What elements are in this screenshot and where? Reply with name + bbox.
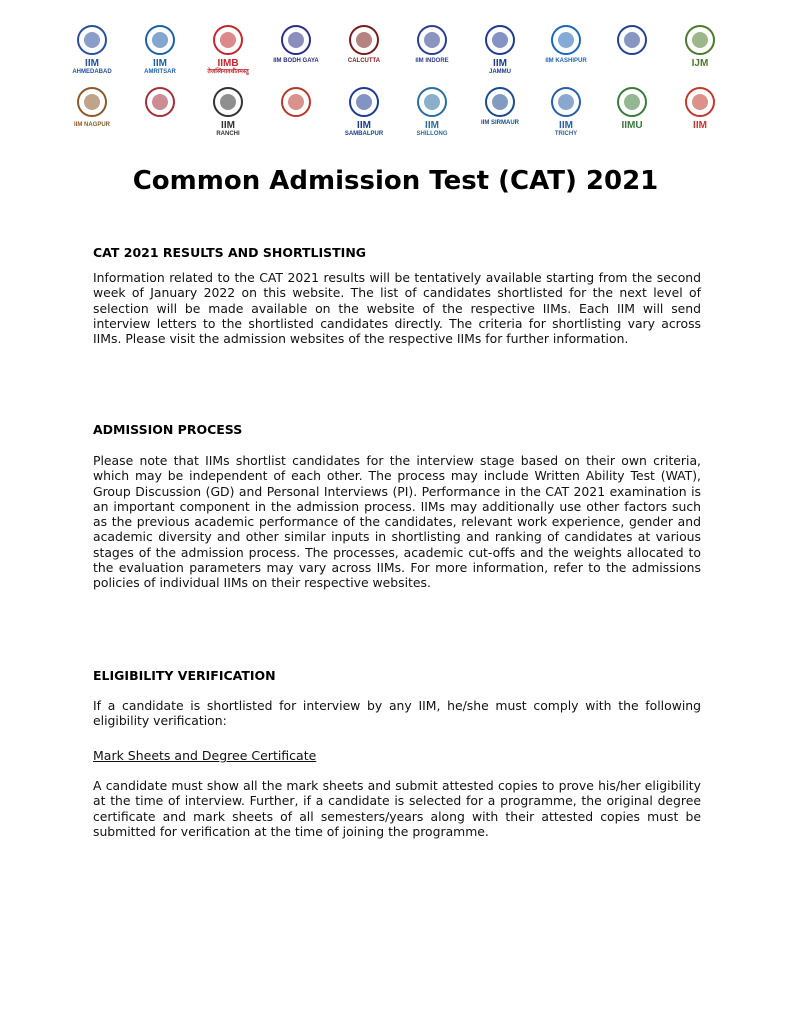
logo-label: IIM bbox=[357, 120, 371, 131]
iimb-logo bbox=[198, 24, 258, 76]
iim-jammu-logo bbox=[470, 24, 530, 76]
logo-caption: तेजस्विनावधीतमस्तु bbox=[207, 69, 249, 75]
results-paragraph: Information related to the CAT 2021 results will be tentatively available starting from the second week of January 2022 on this website. The list of candidates shortlisted for the next level of selection will be made available on the website of the respective IIMs. Each IIM will send interview letters to the shortlisted candidates directly. The criteria for shortlisting vary across IIMs. Please visit the admission websites of the respective IIMs for further information. bbox=[93, 270, 701, 347]
iim-sirmaur-logo-emblem-icon bbox=[480, 86, 520, 120]
logo-label: IJM bbox=[691, 58, 709, 69]
logo-label: IIM bbox=[493, 58, 507, 69]
iim-raipur-logo bbox=[130, 86, 190, 120]
logo-caption: IIM BODH GAYA bbox=[273, 58, 319, 64]
iim-shillong-logo bbox=[402, 86, 462, 138]
iim-rohtak-logo-emblem-icon bbox=[276, 86, 316, 120]
iim-kozhikode-logo-emblem-icon bbox=[612, 24, 652, 58]
logo-caption: AMRITSAR bbox=[144, 69, 176, 75]
iim-amritsar-logo bbox=[130, 24, 190, 76]
iim-trichy-logo-emblem-icon bbox=[546, 86, 586, 120]
iim-kashipur-logo-emblem-icon bbox=[546, 24, 586, 58]
iim-udaipur-logo-emblem-icon bbox=[612, 86, 652, 120]
iim-kashipur-logo bbox=[536, 24, 596, 65]
logo-label: IIM bbox=[425, 120, 439, 131]
iim-rohtak-logo bbox=[266, 86, 326, 120]
iim-bodh-gaya-logo bbox=[266, 24, 326, 65]
iim-amritsar-logo-emblem-icon bbox=[140, 24, 180, 58]
iim-sirmaur-logo bbox=[470, 86, 530, 127]
iim-sambalpur-logo-emblem-icon bbox=[344, 86, 384, 120]
iim-lucknow-logo bbox=[670, 24, 730, 69]
logo-caption: RANCHI bbox=[216, 131, 240, 137]
logo-label: IIM bbox=[153, 58, 167, 69]
iim-udaipur-logo bbox=[602, 86, 662, 131]
logo-caption: AHMEDABAD bbox=[72, 69, 112, 75]
logo-label: IIMB bbox=[217, 58, 239, 69]
iim-logo-banner bbox=[0, 0, 791, 150]
iimb-logo-emblem-icon bbox=[208, 24, 248, 58]
iim-trichy-logo bbox=[536, 86, 596, 138]
logo-caption: JAMMU bbox=[489, 69, 511, 75]
iim-shillong-logo-emblem-icon bbox=[412, 86, 452, 120]
logo-caption: IIM INDORE bbox=[415, 58, 449, 64]
admission-paragraph: Please note that IIMs shortlist candidates for the interview stage based on their own criteria, which may be independent of each other. The process may include Written Ability Test (WAT), Group Discussion (GD) and Personal Interviews (PI). Performance in the CAT 2021 examination is an important component in the admission process. IIMs may additionally use other factors such as the previous academic performance of the candidates, relevant work experience, gender and academic diversity and other similar inputs in shortlisting and ranking of candidates at various stages of the admission process. The processes, academic cut-offs and the weights allocated to the evaluation parameters may vary across IIMs. For more information, refer to the admissions policies of individual IIMs on their respective websites. bbox=[93, 453, 701, 591]
iim-lucknow-logo-emblem-icon bbox=[680, 24, 720, 58]
logo-caption: TRICHY bbox=[554, 131, 578, 137]
page-title: Common Admission Test (CAT) 2021 bbox=[132, 166, 659, 196]
logo-caption: SHILLONG bbox=[416, 131, 448, 137]
logo-label: IIM bbox=[85, 58, 99, 69]
iim-indore-logo bbox=[402, 24, 462, 65]
eligibility-intro: If a candidate is shortlisted for interview by any IIM, he/she must comply with the following eligibility verification: bbox=[93, 698, 701, 729]
mark-sheets-subheading: Mark Sheets and Degree Certificate bbox=[93, 748, 317, 763]
iim-bodh-gaya-logo-emblem-icon bbox=[276, 24, 316, 58]
iim-indore-logo-emblem-icon bbox=[412, 24, 452, 58]
logo-label: IIM bbox=[693, 120, 707, 131]
iim-calcutta-logo bbox=[334, 24, 394, 65]
iim-ahmedabad-logo-emblem-icon bbox=[72, 24, 112, 58]
logo-label: IIMU bbox=[621, 120, 643, 131]
iim-calcutta-logo-emblem-icon bbox=[344, 24, 384, 58]
mark-sheets-paragraph: A candidate must show all the mark sheets and submit attested copies to prove his/her eligibility at the time of interview. Further, if a candidate is selected for a programme, the original degree certificate and mark sheets of all semesters/years along with their attested copies must be submitted for verification at the time of joining the programme. bbox=[93, 778, 701, 839]
logo-label: IIM NAGPUR bbox=[74, 122, 110, 128]
logo-label: IIM bbox=[221, 120, 235, 131]
iim-ahmedabad-logo bbox=[62, 24, 122, 76]
iim-visakhapatnam-logo bbox=[670, 86, 730, 131]
logo-caption: IIM KASHIPUR bbox=[545, 58, 587, 64]
iim-raipur-logo-emblem-icon bbox=[140, 86, 180, 120]
logo-caption: CALCUTTA bbox=[347, 58, 381, 64]
logo-caption: IIM SIRMAUR bbox=[481, 120, 519, 126]
iim-visakhapatnam-logo-emblem-icon bbox=[680, 86, 720, 120]
iim-ranchi-logo-emblem-icon bbox=[208, 86, 248, 120]
iim-kozhikode-logo bbox=[602, 24, 662, 58]
logo-caption: SAMBALPUR bbox=[344, 131, 384, 137]
iim-ranchi-logo bbox=[198, 86, 258, 138]
iim-nagpur-logo-emblem-icon bbox=[72, 86, 112, 120]
eligibility-heading: ELIGIBILITY VERIFICATION bbox=[93, 668, 276, 683]
results-heading: CAT 2021 RESULTS AND SHORTLISTING bbox=[93, 245, 367, 260]
iim-nagpur-logo bbox=[62, 86, 122, 131]
iim-sambalpur-logo bbox=[334, 86, 394, 138]
iim-jammu-logo-emblem-icon bbox=[480, 24, 520, 58]
admission-heading: ADMISSION PROCESS bbox=[93, 422, 243, 437]
logo-label: IIM bbox=[559, 120, 573, 131]
